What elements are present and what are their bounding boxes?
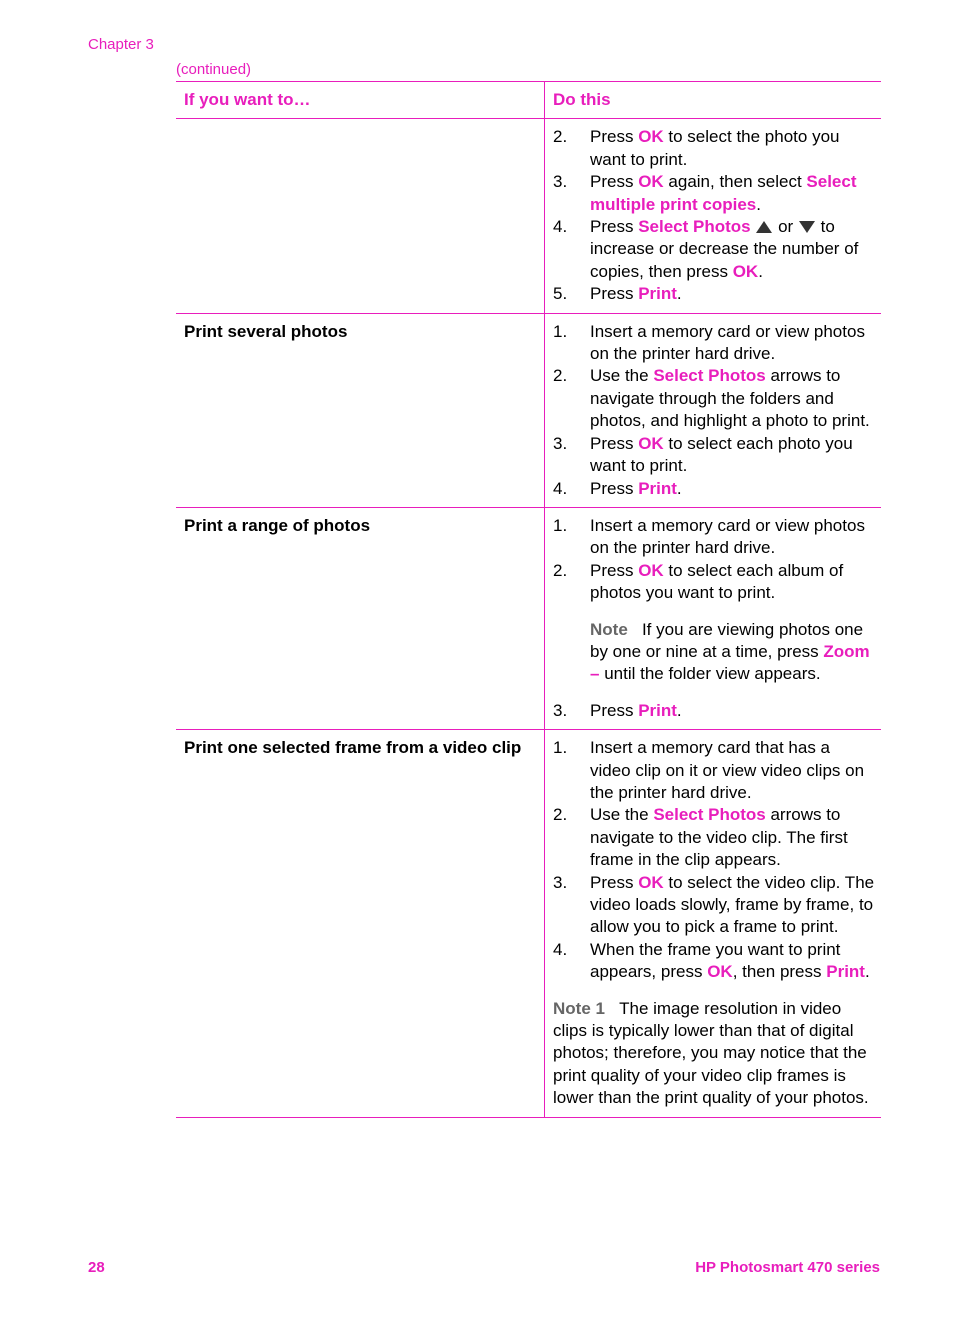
step-number: 4. xyxy=(553,478,568,498)
up-arrow-icon xyxy=(755,220,773,234)
row-steps xyxy=(545,313,882,507)
step-text: to increase or decrease the number of copies, then press xyxy=(590,217,859,281)
note-label: Note 1 xyxy=(553,998,605,1018)
step-text: Press xyxy=(590,478,639,498)
step-text: Insert a memory card or view photos on the printer hard drive. xyxy=(590,321,865,364)
print-button-ref: Print xyxy=(826,962,865,982)
ok-button-ref: OK xyxy=(638,872,664,892)
step-number: 3. xyxy=(553,433,568,453)
step-number: 2. xyxy=(553,127,568,147)
row-title xyxy=(176,119,545,313)
row-steps xyxy=(545,119,882,313)
step-number: 4. xyxy=(553,939,568,959)
menu-option-ref: Select multiple print copies xyxy=(590,172,857,214)
step-text: . xyxy=(756,194,761,214)
step-text: Use the xyxy=(590,366,654,386)
row-title: Print a range of photos xyxy=(176,507,545,729)
step-item xyxy=(553,433,875,478)
note-block xyxy=(553,619,875,686)
table-row xyxy=(176,730,881,1118)
col-header-do-this: Do this xyxy=(545,82,882,119)
step-text: to select the photo you want to print. xyxy=(590,127,840,169)
ok-button-ref: OK xyxy=(638,560,664,580)
print-button-ref: Print xyxy=(638,700,677,720)
step-text: to select each photo you want to print. xyxy=(590,433,853,476)
step-number: 3. xyxy=(553,172,568,192)
step-text: to select each album of photos you want to print. xyxy=(590,560,844,603)
note-text: until the folder view appears. xyxy=(599,664,821,684)
down-arrow-icon xyxy=(798,220,816,234)
print-button-ref: Print xyxy=(638,478,677,498)
step-number: 4. xyxy=(553,217,568,237)
ok-button-ref: OK xyxy=(732,261,759,281)
instructions-table xyxy=(176,81,881,1118)
step-text: Press xyxy=(590,284,639,304)
step-text: to select the video clip. The video loads slowly, frame by frame, to allow you to pick a frame to print. xyxy=(590,872,875,937)
step-text: arrows to navigate through the folders and photos, and highlight a photo to print. xyxy=(590,366,870,431)
step-number: 3. xyxy=(553,700,568,720)
step-number: 2. xyxy=(553,560,568,580)
step-text: or xyxy=(773,217,798,237)
row-steps xyxy=(545,507,882,729)
step-number: 2. xyxy=(553,366,568,386)
step-item xyxy=(553,804,875,871)
step-text: again, then select xyxy=(663,172,807,192)
note-text: The image resolution in video clips is typically lower than that of digital photos; therefore, you may notice that the print quality of your video clip frames is lower than the print quality of your photos. xyxy=(553,998,869,1108)
step-text: Press xyxy=(590,127,639,147)
step-item xyxy=(553,737,875,804)
step-number: 2. xyxy=(553,805,568,825)
page-number: 28 xyxy=(88,1259,105,1276)
step-item xyxy=(553,700,875,722)
step-text: Press xyxy=(590,872,639,892)
chapter-label: Chapter 3 xyxy=(88,36,154,53)
step-text: . xyxy=(676,700,682,720)
step-text: When the frame you want to print appears, press xyxy=(590,939,841,982)
print-button-ref: Print xyxy=(638,284,677,304)
step-item xyxy=(553,872,875,939)
step-item xyxy=(553,321,875,366)
step-text: . xyxy=(758,261,763,281)
step-text: Press xyxy=(590,560,639,580)
row-title: Print several photos xyxy=(176,313,545,507)
step-text: Use the xyxy=(590,805,654,825)
step-text: . xyxy=(676,284,682,304)
select-photos-ref: Select Photos xyxy=(653,805,766,825)
step-text: . xyxy=(864,962,870,982)
note-label: Note xyxy=(590,619,628,639)
step-number: 1. xyxy=(553,321,568,341)
ok-button-ref: OK xyxy=(638,172,664,192)
step-item xyxy=(553,283,875,305)
step-item xyxy=(553,126,875,171)
step-text: Insert a memory card or view photos on the printer hard drive. xyxy=(590,515,865,558)
step-number: 5. xyxy=(553,284,568,304)
step-item xyxy=(553,560,875,605)
step-number: 1. xyxy=(553,515,568,535)
table-row xyxy=(176,507,881,729)
row-title: Print one selected frame from a video clip xyxy=(176,730,545,1118)
note-block xyxy=(553,998,875,1110)
table-header-row xyxy=(176,82,881,119)
step-number: 1. xyxy=(553,738,568,758)
step-text: Press xyxy=(590,217,639,237)
step-item xyxy=(553,515,875,560)
ok-button-ref: OK xyxy=(638,127,664,147)
select-photos-ref: Select Photos xyxy=(653,366,766,386)
step-item xyxy=(553,478,875,500)
step-number: 3. xyxy=(553,872,568,892)
select-photos-ref: Select Photos xyxy=(638,217,751,237)
step-item xyxy=(553,939,875,984)
step-text: , then press xyxy=(732,962,827,982)
step-item xyxy=(553,171,875,216)
table-row xyxy=(176,119,881,313)
continued-label: (continued) xyxy=(176,61,252,78)
col-header-if-you-want-to: If you want to… xyxy=(176,82,545,119)
zoom-button-ref: Zoom – xyxy=(590,641,870,684)
table-row xyxy=(176,313,881,507)
step-text: Press xyxy=(590,172,639,192)
step-item xyxy=(553,216,875,283)
product-name: HP Photosmart 470 series xyxy=(695,1259,880,1276)
step-text: . xyxy=(676,478,682,498)
step-text: Insert a memory card that has a video clip on it or view video clips on the printer hard drive. xyxy=(590,738,865,802)
ok-button-ref: OK xyxy=(638,433,664,453)
row-steps xyxy=(545,730,882,1118)
step-item xyxy=(553,365,875,432)
note-text: If you are viewing photos one by one or nine at a time, press xyxy=(590,619,864,661)
step-text: arrows to navigate to the video clip. The first frame in the clip appears. xyxy=(590,805,848,870)
step-text: Press xyxy=(590,700,639,720)
ok-button-ref: OK xyxy=(707,962,733,982)
step-text: Press xyxy=(590,433,639,453)
